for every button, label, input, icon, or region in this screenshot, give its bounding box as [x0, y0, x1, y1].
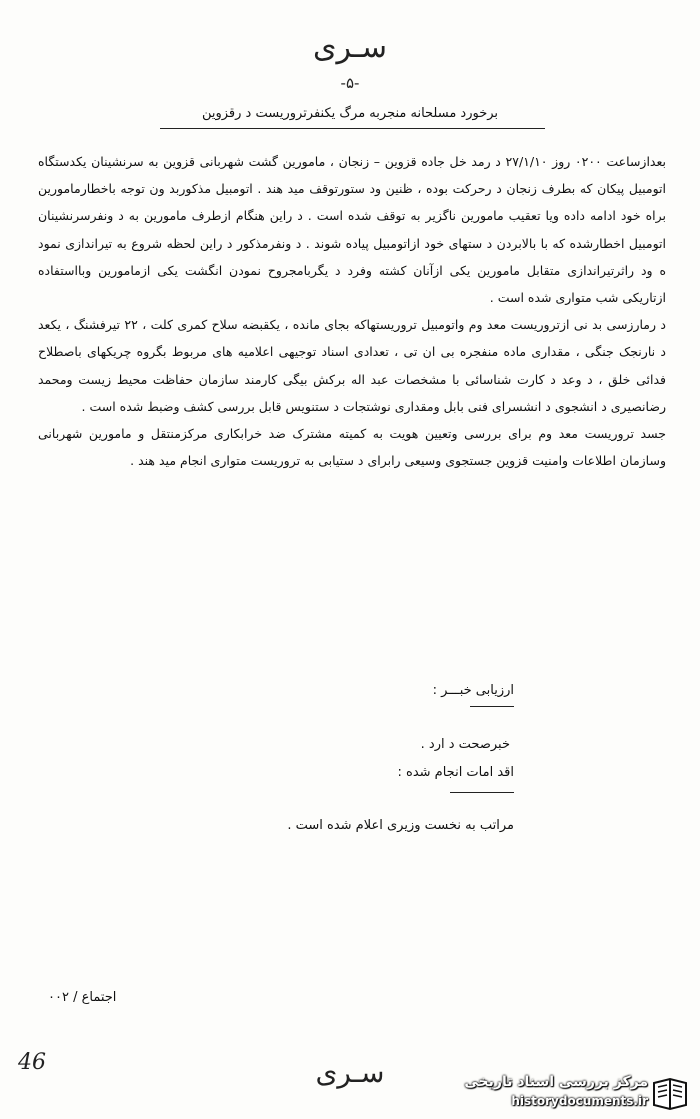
assessment-value: خبرصحت د ارد . — [420, 737, 510, 752]
watermark-url: historydocuments.ir — [511, 1094, 648, 1108]
body-paragraph: د رمارزسی بد نی ازتروریست معد وم واتومبیل تروریستهاکه بجای مانده ، یکقبضه سلاح کمری کلت ، ۲۲ تیرفشنگ ، یکعد د نارنجک جنگی ، مقداری ماده منفجره بی ان تی ، تعدادی اسناد توجیهی اعلامیه های مربوط بگروه چریکهای باصطلاح فدائی خلق ، د وعد د کارت شناسائی با مشخصات عبد اله برکش بیگی کارمند سازمان حفاظت محیط زیست ومحمد رضانصیری د انشجوی د انشسرای فنی بابل ومقداری نوشتجات د ستنویس قابل بررسی کشف وضبط شده است . — [38, 317, 666, 414]
subject-line: برخورد مسلحانه منجربه مرگ یکنفرتروریست د رقزوین — [201, 106, 499, 121]
body-paragraph: بعدازساعت ۰۲۰۰ روز ۲۷/۱/۱۰ د رمد خل جاده قزوین – زنجان ، مامورین گشت شهربانی قزوین به سرنشینان یکدستگاه اتومبیل پیکان که بطرف زنجان د رحرکت بوده ، ظنین ود ستورتوقف مید هند . اتومبیل مذکوربد ون توجه باخطارمامورین براه خود ادامه داده ویا تعقیب مامورین ناگزیر به توقف شده است . د راین هنگام ازطرف مامورین به د ونفرسرنشینان اتومبیل اخطارشده که با بالابردن د ستهای خود ازاتومبیل پیاده شوند . د ونفرمذکور د راین لحظه شروع به تیراندازی نمود ه ود راثرتیراندازی متقابل مامورین یکی ازآنان کشته وفرد د یگربامجروح نمودن انگشت یکی ازمامورین وبااستفاده ازتاریکی شب متواری شده است . — [38, 154, 666, 306]
classification-header: سـرى — [313, 30, 387, 65]
body-paragraph: جسد تروریست معد وم برای بررسی وتعیین هویت به کمیته مشترک ضد خرابکاری مرکزمنتقل و مامورین شهربانی وسازمان اطلاعات وامنیت قزوین جستجوی وسیعی رابرای د ستیابی به تروریست متواری انجام مید هند . — [38, 426, 666, 469]
actions-underline — [450, 792, 514, 793]
reference-code: اجتماع / ۰۰۲ — [48, 990, 117, 1005]
archive-watermark — [408, 1072, 648, 1110]
section-number: -۵- — [340, 74, 360, 92]
classification-footer: سـرى — [315, 1056, 385, 1089]
assessment-underline — [470, 706, 514, 707]
actions-value: مراتب به نخست وزیری اعلام شده است . — [287, 818, 514, 833]
assessment-label: ارزیابی خبـــر : — [432, 683, 514, 698]
subject-underline — [160, 128, 545, 129]
watermark-name: مرکز بررسی اسناد تاریخی — [464, 1074, 648, 1090]
actions-label: اقد امات انجام شده : — [397, 765, 514, 780]
report-body — [38, 148, 666, 474]
archive-logo-icon — [650, 1077, 690, 1111]
handwritten-page-number: 46 — [18, 1050, 46, 1075]
